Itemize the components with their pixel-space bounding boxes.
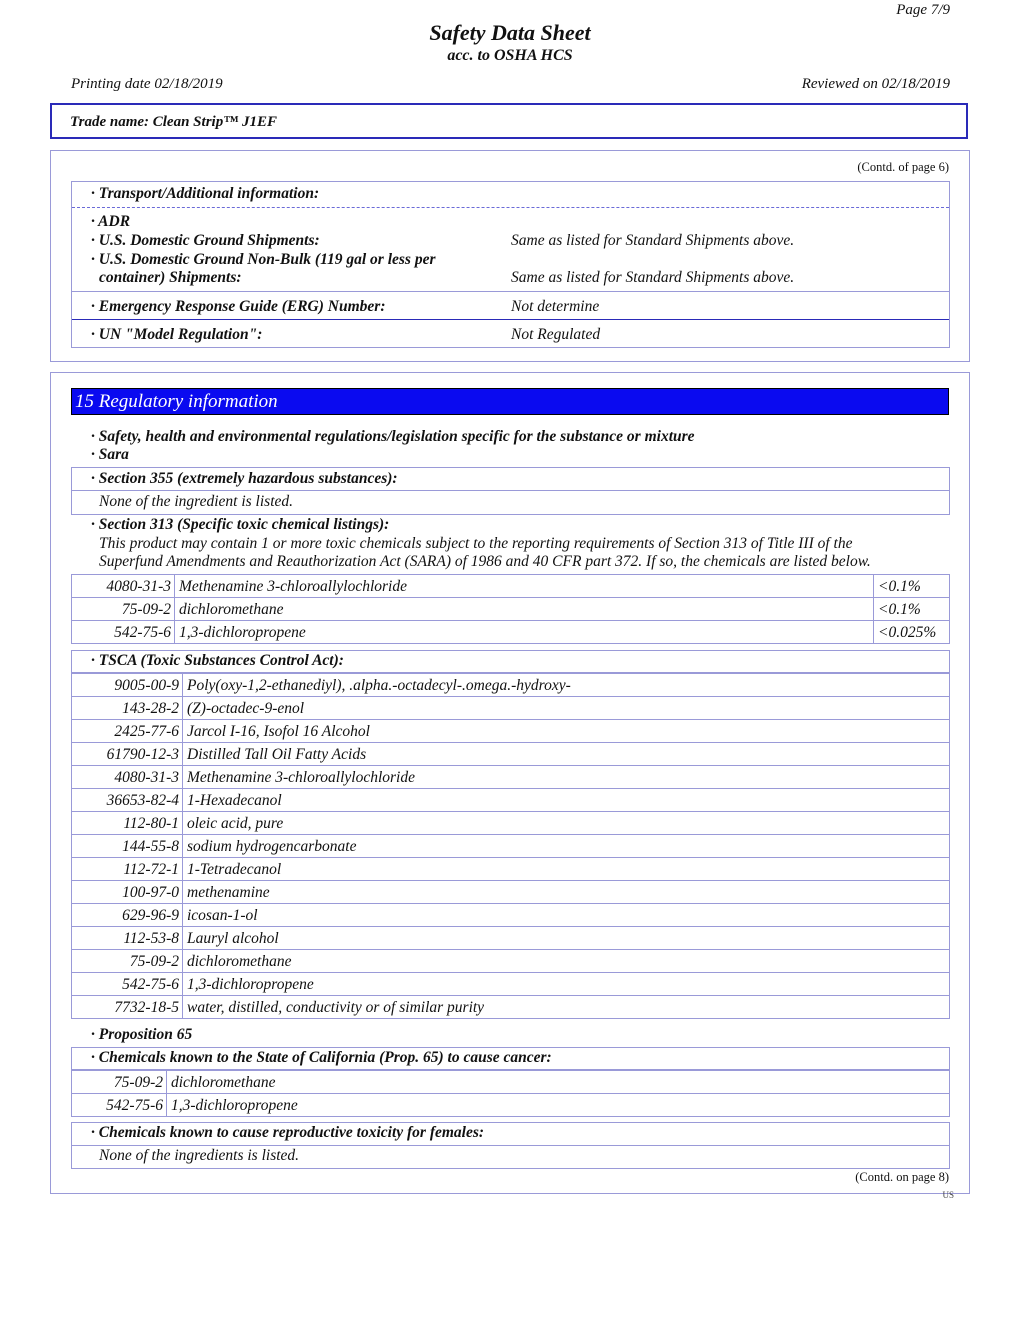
chemical-name: Poly(oxy-1,2-ethanediyl), .alpha.-octadecyl-.omega.-hydroxy-	[183, 674, 950, 697]
un-model-value: Not Regulated	[511, 326, 601, 343]
cas-number: 7732-18-5	[72, 996, 183, 1019]
cas-number: 36653-82-4	[72, 789, 183, 812]
chemical-name: dichloromethane	[175, 598, 874, 621]
section-15-title: 15 Regulatory information	[75, 391, 278, 412]
table-row	[72, 950, 950, 973]
un-model-label: · UN "Model Regulation":	[91, 326, 263, 343]
chemical-name: sodium hydrogencarbonate	[183, 835, 950, 858]
nonbulk-label-line1: · U.S. Domestic Ground Non-Bulk (119 gal or less per	[91, 251, 436, 268]
table-row	[72, 835, 950, 858]
chemical-name: methenamine	[183, 881, 950, 904]
table-row	[72, 697, 950, 720]
reproductive-heading: · Chemicals known to cause reproductive toxicity for females:	[91, 1124, 485, 1141]
table-row	[72, 720, 950, 743]
chemical-name: 1,3-dichloropropene	[183, 973, 950, 996]
nonbulk-value: Same as listed for Standard Shipments above.	[511, 269, 795, 286]
section-313-text-line1: This product may contain 1 or more toxic chemicals subject to the reporting requirements of Section 313 of Title III of the	[99, 535, 853, 552]
table-row	[72, 674, 950, 697]
cas-number: 542-75-6	[72, 621, 175, 644]
page-number: Page 7/9	[896, 2, 950, 18]
chemical-name: (Z)-octadec-9-enol	[183, 697, 950, 720]
proposition-65-label: · Proposition 65	[91, 1026, 193, 1043]
erg-label: · Emergency Response Guide (ERG) Number:	[91, 298, 386, 315]
cas-number: 629-96-9	[72, 904, 183, 927]
document-subtitle: acc. to OSHA HCS	[447, 47, 573, 64]
chemical-name: water, distilled, conductivity or of similar purity	[183, 996, 950, 1019]
tsca-table	[71, 673, 950, 1019]
cas-number: 542-75-6	[72, 973, 183, 996]
table-row	[72, 996, 950, 1019]
cas-number: 144-55-8	[72, 835, 183, 858]
table-row	[72, 927, 950, 950]
ground-shipments-value: Same as listed for Standard Shipments above.	[511, 232, 795, 249]
reproductive-text: None of the ingredients is listed.	[99, 1147, 300, 1164]
cas-number: 75-09-2	[72, 1071, 167, 1094]
chemical-name: oleic acid, pure	[183, 812, 950, 835]
chemical-name: Lauryl alcohol	[183, 927, 950, 950]
section-15-header	[71, 388, 949, 415]
adr-label: · ADR	[91, 213, 131, 230]
percentage: <0.1%	[874, 575, 950, 598]
cancer-heading: · Chemicals known to the State of California (Prop. 65) to cause cancer:	[91, 1049, 552, 1066]
section-355-text: None of the ingredient is listed.	[99, 493, 294, 510]
row-divider	[72, 490, 949, 491]
cas-number: 542-75-6	[72, 1094, 167, 1117]
section-313-heading: · Section 313 (Specific toxic chemical listings):	[91, 516, 390, 533]
ground-shipments-label: · U.S. Domestic Ground Shipments:	[91, 232, 320, 249]
trade-name-box	[50, 103, 968, 139]
table-row	[72, 575, 950, 598]
table-row	[72, 858, 950, 881]
row-divider	[72, 319, 949, 320]
chemical-name: 1,3-dichloropropene	[175, 621, 874, 644]
cas-number: 112-72-1	[72, 858, 183, 881]
table-row	[72, 904, 950, 927]
chemical-name: dichloromethane	[167, 1071, 950, 1094]
document-title: Safety Data Sheet	[429, 20, 591, 45]
table-row	[72, 598, 950, 621]
table-row	[72, 621, 950, 644]
cas-number: 9005-00-9	[72, 674, 183, 697]
table-row	[72, 789, 950, 812]
cas-number: 75-09-2	[72, 598, 175, 621]
safety-regulations-line: · Safety, health and environmental regulations/legislation specific for the substance or mixture	[91, 428, 695, 445]
chemical-name: 1-Tetradecanol	[183, 858, 950, 881]
table-row	[72, 881, 950, 904]
section-313-text-line2: Superfund Amendments and Reauthorization Act (SARA) of 1986 and 40 CFR part 372. If so, the chemicals are listed below.	[99, 553, 871, 570]
table-row	[72, 812, 950, 835]
cas-number: 112-80-1	[72, 812, 183, 835]
chemical-name: dichloromethane	[183, 950, 950, 973]
erg-value: Not determine	[511, 298, 600, 315]
tsca-heading: · TSCA (Toxic Substances Control Act):	[91, 652, 344, 669]
percentage: <0.1%	[874, 598, 950, 621]
cas-number: 61790-12-3	[72, 743, 183, 766]
chemical-name: Distilled Tall Oil Fatty Acids	[183, 743, 950, 766]
region-code: US	[942, 1190, 954, 1200]
printing-date: Printing date 02/18/2019	[71, 76, 223, 92]
chemical-name: 1,3-dichloropropene	[167, 1094, 950, 1117]
contd-from-note: (Contd. of page 6)	[857, 160, 949, 174]
sara-label: · Sara	[91, 446, 129, 463]
reviewed-date: Reviewed on 02/18/2019	[801, 76, 950, 92]
percentage: <0.025%	[874, 621, 950, 644]
table-row	[72, 766, 950, 789]
chemical-name: Methenamine 3-chloroallylochloride	[183, 766, 950, 789]
table-row	[72, 1071, 950, 1094]
cas-number: 75-09-2	[72, 950, 183, 973]
row-divider	[72, 291, 949, 292]
chemical-name: icosan-1-ol	[183, 904, 950, 927]
cas-number: 112-53-8	[72, 927, 183, 950]
section-313-table	[71, 574, 950, 644]
section-355-heading: · Section 355 (extremely hazardous substances):	[91, 470, 398, 487]
nonbulk-label-line2: container) Shipments:	[99, 269, 242, 286]
cas-number: 2425-77-6	[72, 720, 183, 743]
table-row	[72, 973, 950, 996]
transport-heading: · Transport/Additional information:	[91, 185, 320, 202]
contd-on-note: (Contd. on page 8)	[855, 1170, 949, 1184]
trade-name: Trade name: Clean Strip™ J1EF	[70, 114, 277, 130]
table-row	[72, 743, 950, 766]
chemical-name: Jarcol I-16, Isofol 16 Alcohol	[183, 720, 950, 743]
table-row	[72, 1094, 950, 1117]
chemical-name: 1-Hexadecanol	[183, 789, 950, 812]
cas-number: 4080-31-3	[72, 766, 183, 789]
cancer-table	[71, 1070, 950, 1117]
dashed-divider	[72, 207, 949, 208]
row-divider	[72, 1145, 949, 1146]
chemical-name: Methenamine 3-chloroallylochloride	[175, 575, 874, 598]
cas-number: 4080-31-3	[72, 575, 175, 598]
cas-number: 100-97-0	[72, 881, 183, 904]
cas-number: 143-28-2	[72, 697, 183, 720]
